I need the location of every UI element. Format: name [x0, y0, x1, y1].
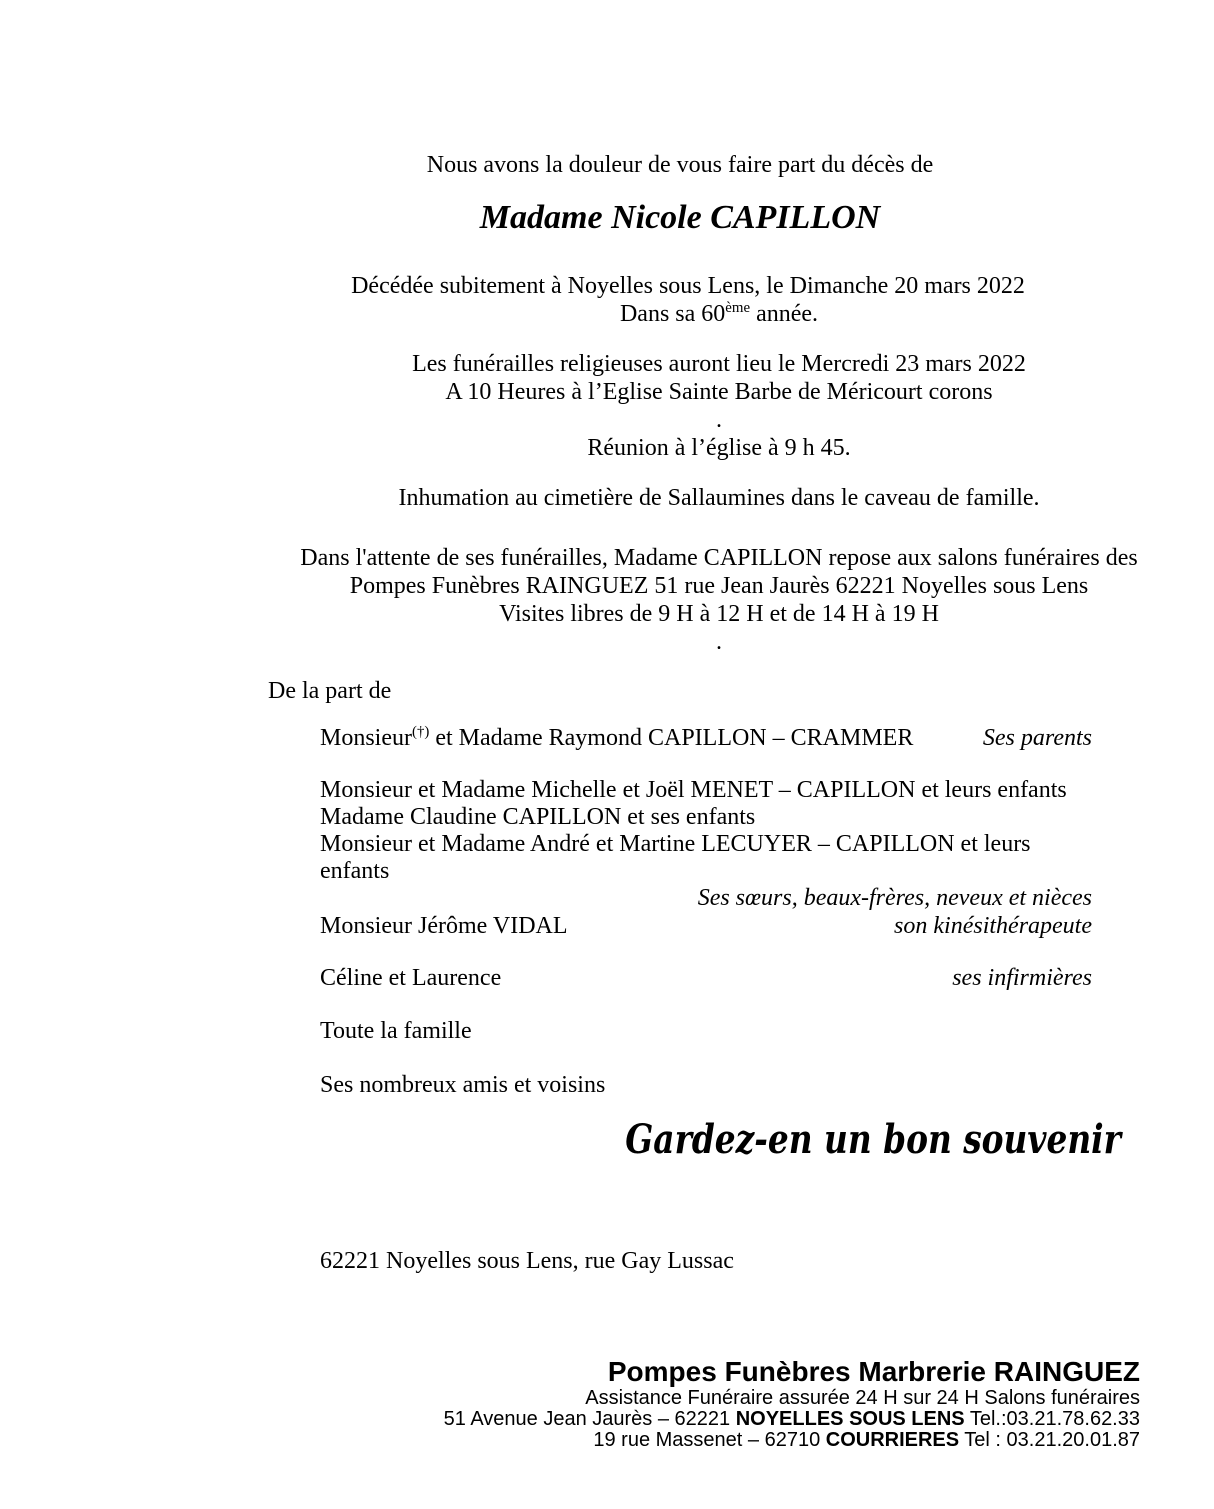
funeral-line-dot: .	[716, 407, 722, 433]
from-label: De la part de	[268, 678, 392, 704]
death-date-line: Décédée subitement à Noyelles sous Lens, le Dimanche 20 mars 2022	[351, 273, 1025, 299]
deceased-name: Madame Nicole CAPILLON	[479, 199, 881, 236]
souvenir-script-line: Gardez-en un bon souvenir	[625, 1116, 1121, 1163]
age-superscript: ème	[725, 300, 751, 316]
parents-relation: Ses parents	[982, 725, 1092, 751]
age-line: Dans sa 60ème année.	[619, 300, 819, 327]
funeral-home-name: Pompes Funèbres Marbrerie RAINGUEZ	[607, 1356, 1140, 1387]
funeral-line: Les funérailles religieuses auront lieu le Mercredi 23 mars 2022	[412, 351, 1026, 377]
physiotherapist-name: Monsieur Jérôme VIDAL	[320, 913, 568, 939]
physiotherapist-row	[320, 912, 1092, 940]
funeral-line: A 10 Heures à l’Eglise Sainte Barbe de Méricourt corons	[445, 379, 993, 405]
repose-line: Visites libres de 9 H à 12 H et de 14 H à 19 H	[499, 601, 939, 627]
whole-family-line: Toute la famille	[320, 1018, 472, 1044]
sibling-line: Monsieur et Madame André et Martine LECUYER – CAPILLON et leurs enfants	[320, 831, 1031, 884]
repose-paragraph	[270, 544, 1168, 656]
intro-line: Nous avons la douleur de vous faire part du décès de	[426, 152, 934, 178]
funeral-home-address-courrieres: 19 rue Massenet – 62710 COURRIERES Tel : 03.21.20.01.87	[593, 1429, 1140, 1451]
funeral-home-address-noyelles: 51 Avenue Jean Jaurès – 62221 NOYELLES SOUS LENS Tel.:03.21.78.62.33	[443, 1408, 1140, 1430]
funeral-home-assistance-line: Assistance Funéraire assurée 24 H sur 24 H Salons funéraires	[585, 1387, 1140, 1409]
siblings-paragraph	[320, 777, 1092, 912]
death-paragraph	[270, 272, 1168, 328]
parents-row	[320, 724, 1092, 752]
repose-line-dot: .	[716, 629, 722, 655]
deceased-cross-superscript: (†)	[412, 724, 430, 740]
parents-name: Monsieur(†) et Madame Raymond CAPILLON – CRAMMER	[320, 724, 914, 751]
nurses-names: Céline et Laurence	[320, 965, 502, 991]
funeral-home-city-noyelles: NOYELLES SOUS LENS	[735, 1408, 965, 1430]
funeral-home-block	[400, 1356, 1140, 1451]
friends-line: Ses nombreux amis et voisins	[320, 1072, 606, 1098]
siblings-relation: Ses sœurs, beaux-frères, neveux et nièces	[697, 885, 1092, 911]
burial-line: Inhumation au cimetière de Sallaumines dans le caveau de famille.	[398, 485, 1040, 511]
repose-line: Pompes Funèbres RAINGUEZ 51 rue Jean Jaurès 62221 Noyelles sous Lens	[349, 573, 1089, 599]
nurses-row	[320, 964, 1092, 992]
sibling-line: Monsieur et Madame Michelle et Joël MENET – CAPILLON et leurs enfants	[320, 777, 1067, 803]
sibling-line: Madame Claudine CAPILLON et ses enfants	[320, 804, 756, 830]
funeral-home-city-courrieres: COURRIERES	[825, 1429, 960, 1451]
physiotherapist-relation: son kinésithérapeute	[894, 913, 1092, 939]
nurses-relation: ses infirmières	[952, 965, 1092, 991]
funeral-line: Réunion à l’église à 9 h 45.	[587, 435, 851, 461]
repose-line: Dans l'attente de ses funérailles, Madame CAPILLON repose aux salons funéraires des	[300, 545, 1138, 571]
funeral-paragraph	[270, 350, 1168, 462]
address-line: 62221 Noyelles sous Lens, rue Gay Lussac	[320, 1248, 734, 1274]
